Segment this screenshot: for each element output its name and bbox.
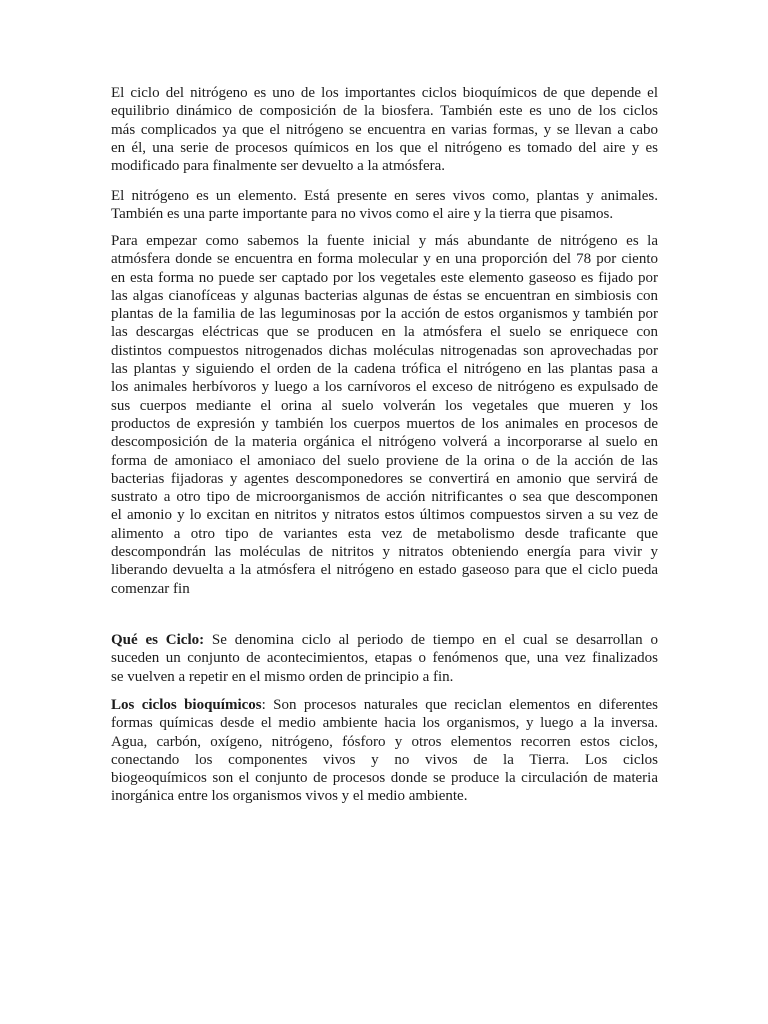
paragraph-cycle-definition	[111, 631, 658, 686]
text-line: en él, una serie de procesos químicos en los que el nitrógeno es tomado del aire y es	[111, 139, 658, 156]
term-label: Los ciclos bioquímicos	[111, 697, 262, 713]
text-line: formas químicas desde el medio ambiente hacia los organismos, y luego a la inversa.	[111, 715, 658, 732]
text-line: sustrato a otro tipo de microorganismos de acción nitrificantes o sea que descomponen	[111, 489, 658, 506]
text-line: sus cuerpos mediante el orina al suelo volverán los vegetales que mueren y los	[111, 397, 658, 414]
text-line: liberando devuelta a la atmósfera el nitrógeno en estado gaseoso para que el ciclo pueda	[111, 562, 658, 579]
text-line: productos de expresión y también los cuerpos muertos de los animales en procesos de	[111, 415, 658, 432]
text-span: Se denomina ciclo al periodo de tiempo en el cual se desarrollan o	[211, 632, 658, 648]
text-line: conectando los componentes vivos y no vivos de la Tierra. Los ciclos	[111, 751, 658, 768]
term-label: Qué es Ciclo:	[111, 632, 205, 648]
text-line: descompondrán las moléculas de nitritos y nitratos obteniendo energía para vivir y	[111, 544, 658, 561]
text-line: biogeoquímicos son el conjunto de procesos donde se produce la circulación de materia	[111, 770, 658, 787]
text-line: atmósfera donde se encuentra en forma molecular y en una proporción del 78 por ciento	[111, 251, 658, 268]
text-line: bacterias fijadoras y agentes descomponedores se convertirá en amonio que servirá de	[111, 470, 658, 487]
paragraph-biochemical-cycles	[111, 696, 658, 806]
text-line: inorgánica entre los organismos vivos y el medio ambiente.	[111, 788, 468, 805]
text-line: forma de amoniaco el amoniaco del suelo proviene de la orina o de la acción de las	[111, 452, 658, 469]
text-line: alimento a otro tipo de variantes esta vez de metabolismo desde traficante que	[111, 525, 658, 542]
text-line: se vuelven a repetir en el mismo orden de principio a fin.	[111, 668, 454, 685]
text-line: las plantas y siguiendo el orden de la cadena trófica el nitrógeno en las plantas pasa a	[111, 361, 658, 378]
text-line: distintos compuestos nitrogenados dichas moléculas nitrogenadas son aprovechadas por	[111, 342, 658, 359]
text-line: plantas de la familia de las leguminosas por la acción de estos organismos y también por	[111, 306, 658, 323]
text-line: más complicados ya que el nitrógeno se encuentra en varias formas, y se llevan a cabo	[111, 121, 658, 138]
text-line: las descargas eléctricas que se producen en la atmósfera el suelo se enriquece con	[111, 324, 658, 341]
text-span: : Son procesos naturales que reciclan elementos en diferentes	[261, 697, 658, 713]
text-line: en esta forma no puede ser captado por los vegetales este elemento gaseoso es fijado por	[111, 269, 658, 286]
text-line: suceden un conjunto de acontecimientos, etapas o fenómenos que, una vez finalizados	[111, 650, 658, 667]
text-line: Para empezar como sabemos la fuente inicial y más abundante de nitrógeno es la	[111, 233, 658, 249]
text-line: El nitrógeno es un elemento. Está presente en seres vivos como, plantas y animales.	[111, 188, 658, 204]
text-line	[111, 631, 658, 649]
paragraph-nitrogen-process	[111, 232, 658, 598]
text-line: las algas cianofíceas y algunas bacterias algunas de éstas se encuentran en simbiosis con	[111, 287, 658, 304]
text-line	[111, 696, 658, 714]
text-line: el amonio y lo excitan en nitritos y nitratos estos últimos compuestos sirven a su vez de	[111, 507, 658, 524]
text-line: descomposición de la materia orgánica el nitrógeno volverá a incorporarse al suelo en	[111, 434, 658, 451]
text-line: equilibrio dinámico de composición de la biosfera. También este es uno de los ciclos	[111, 103, 658, 120]
paragraph-nitrogen-element	[111, 187, 658, 224]
paragraph-nitrogen-cycle-intro	[111, 84, 658, 175]
text-line: comenzar fin	[111, 580, 190, 597]
text-line: También es una parte importante para no vivos como el aire y la tierra que pisamos.	[111, 206, 614, 223]
text-line: Agua, carbón, oxígeno, nitrógeno, fósforo y otros elementos recorren estos ciclos,	[111, 733, 658, 750]
text-line: los animales herbívoros y luego a los carnívoros el exceso de nitrógeno es expulsado de	[111, 379, 658, 396]
text-line: El ciclo del nitrógeno es uno de los importantes ciclos bioquímicos de que depende el	[111, 85, 658, 101]
text-line: modificado para finalmente ser devuelto a la atmósfera.	[111, 158, 446, 175]
